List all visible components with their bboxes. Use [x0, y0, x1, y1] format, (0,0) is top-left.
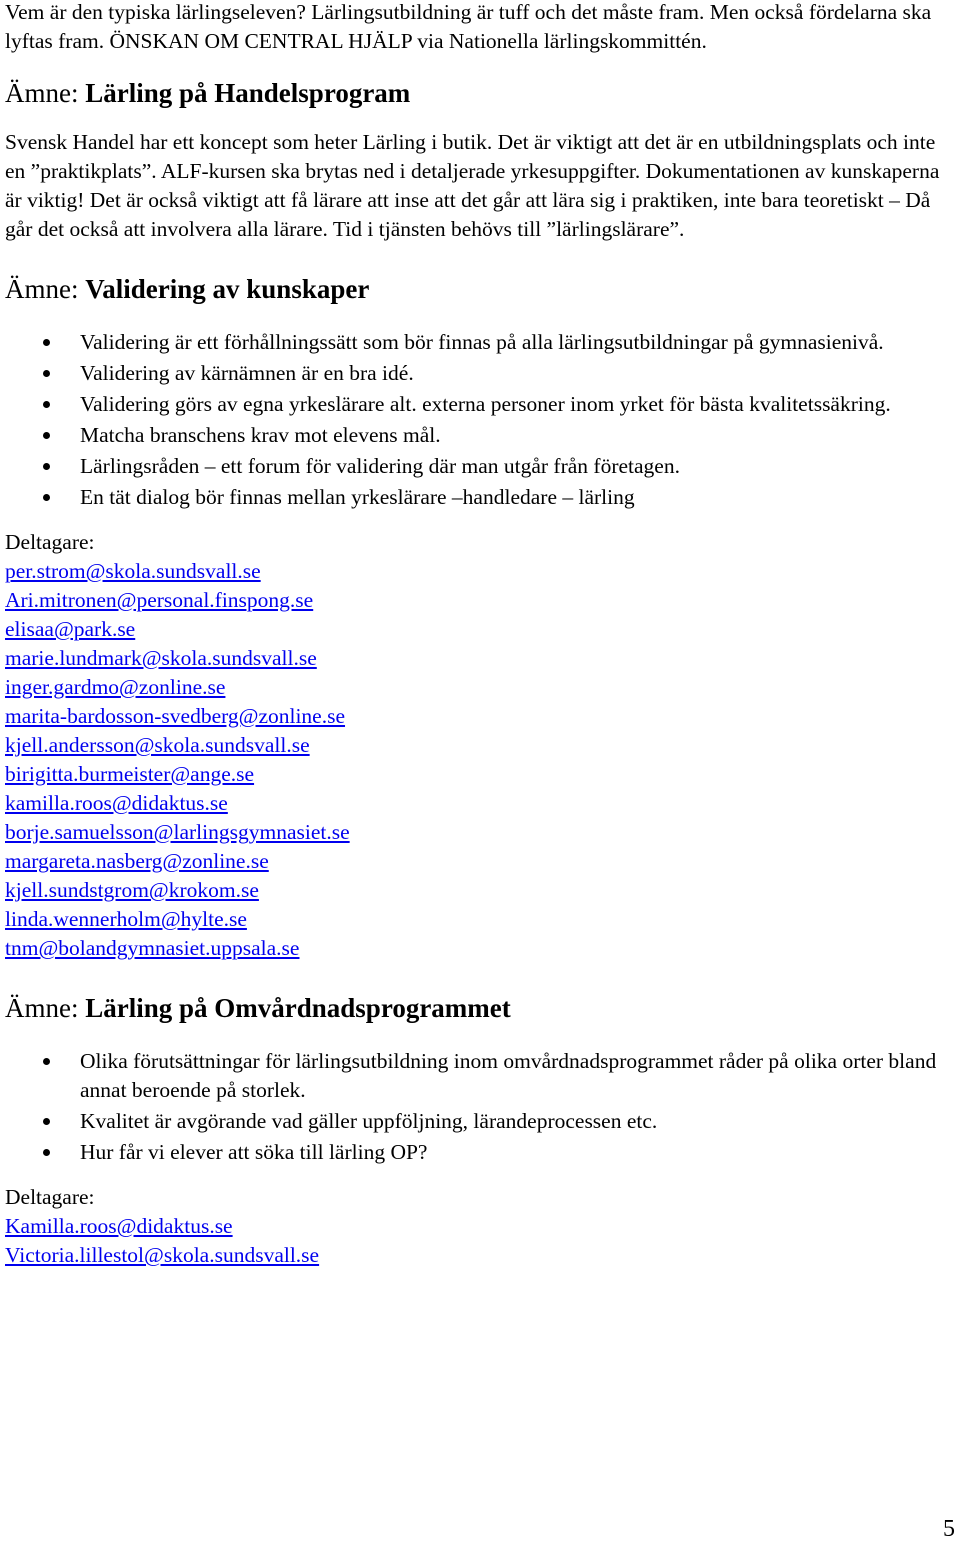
topic-label: Ämne:: [5, 78, 86, 108]
participant-email-link[interactable]: kamilla.roos@didaktus.se: [5, 791, 228, 815]
section-heading-handelsprogram: [5, 76, 955, 110]
list-item: Kvalitet är avgörande vad gäller uppföljning, lärandeprocessen etc.: [5, 1107, 955, 1136]
handelsprogram-paragraph: Svensk Handel har ett koncept som heter Lärling i butik. Det är viktigt att det är en utbildningsplats och inte en ”praktikplats”. ALF-kursen ska brytas ned i detaljerade yrkesuppgifter. Dokumentationen av kunskaperna är viktig! Det är också viktigt att få lärare att inse att det går att lära sig i praktiken, inte bara teoretiskt – Då går det också att involvera alla lärare. Tid i tjänsten behövs till ”lärlingslärare”.: [5, 130, 940, 241]
participant-email-link[interactable]: linda.wennerholm@hylte.se: [5, 907, 247, 931]
participant-email-link[interactable]: kjell.sundstgrom@krokom.se: [5, 878, 259, 902]
section-heading-validering: [5, 272, 955, 306]
topic-title: Lärling på Handelsprogram: [85, 78, 411, 108]
participants-label: Deltagare:: [5, 1185, 95, 1209]
document-page: [5, 0, 955, 1270]
participant-email-link[interactable]: elisaa@park.se: [5, 617, 136, 641]
participant-email-link[interactable]: inger.gardmo@zonline.se: [5, 675, 226, 699]
participant-email-link[interactable]: marie.lundmark@skola.sundsvall.se: [5, 646, 317, 670]
participant-email-link[interactable]: Victoria.lillestol@skola.sundsvall.se: [5, 1243, 320, 1267]
bullet-icon: [43, 463, 50, 470]
participant-email-link[interactable]: per.strom@skola.sundsvall.se: [5, 559, 261, 583]
participant-email-link[interactable]: Ari.mitronen@personal.finspong.se: [5, 588, 314, 612]
participants-label: Deltagare:: [5, 530, 95, 554]
list-item: Validering görs av egna yrkeslärare alt. externa personer inom yrket för bästa kvalitetssäkring.: [5, 390, 955, 419]
bullet-icon: [43, 1149, 50, 1156]
participant-email-link[interactable]: birigitta.burmeister@ange.se: [5, 762, 255, 786]
participant-email-link[interactable]: tnm@bolandgymnasiet.uppsala.se: [5, 936, 300, 960]
participant-email-link[interactable]: marita-bardosson-svedberg@zonline.se: [5, 704, 346, 728]
list-item: En tät dialog bör finnas mellan yrkeslärare –handledare – lärling: [5, 483, 955, 512]
page-number: 5: [943, 1516, 955, 1542]
bullet-icon: [43, 339, 50, 346]
bullet-icon: [43, 370, 50, 377]
bullet-icon: [43, 1118, 50, 1125]
bullet-icon: [43, 494, 50, 501]
participant-email-link[interactable]: kjell.andersson@skola.sundsvall.se: [5, 733, 310, 757]
list-item: Validering av kärnämnen är en bra idé.: [5, 359, 955, 388]
topic-label: Ämne:: [5, 274, 86, 304]
bullet-icon: [43, 401, 50, 408]
topic-label: Ämne:: [5, 993, 86, 1023]
participant-email-link[interactable]: margareta.nasberg@zonline.se: [5, 849, 269, 873]
topic-title: Validering av kunskaper: [85, 274, 370, 304]
bullet-icon: [43, 1058, 50, 1065]
list-item: Hur får vi elever att söka till lärling OP?: [5, 1138, 955, 1167]
list-item: Matcha branschens krav mot elevens mål.: [5, 421, 955, 450]
list-item: Olika förutsättningar för lärlingsutbildning inom omvårdnadsprogrammet råder på olika orter bland annat beroende på storlek.: [5, 1047, 955, 1105]
participant-email-link[interactable]: borje.samuelsson@larlingsgymnasiet.se: [5, 820, 350, 844]
intro-paragraph: Vem är den typiska lärlingseleven? Lärlingsutbildning är tuff och det måste fram. Men också fördelarna ska lyftas fram. ÖNSKAN OM CENTRAL HJÄLP via Nationella lärlingskommittén.: [5, 0, 932, 53]
participant-email-link[interactable]: Kamilla.roos@didaktus.se: [5, 1214, 233, 1238]
list-item: Lärlingsråden – ett forum för validering där man utgår från företagen.: [5, 452, 955, 481]
topic-title: Lärling på Omvårdnadsprogrammet: [85, 993, 511, 1023]
section-heading-omvardnadsprogrammet: [5, 991, 955, 1025]
omvardnad-bullet-list: [5, 1047, 955, 1167]
validering-bullet-list: [5, 328, 955, 512]
omvardnad-participants: [5, 1183, 955, 1270]
bullet-icon: [43, 432, 50, 439]
validering-participants: [5, 528, 955, 963]
list-item: Validering är ett förhållningssätt som bör finnas på alla lärlingsutbildningar på gymnasienivå.: [5, 328, 955, 357]
